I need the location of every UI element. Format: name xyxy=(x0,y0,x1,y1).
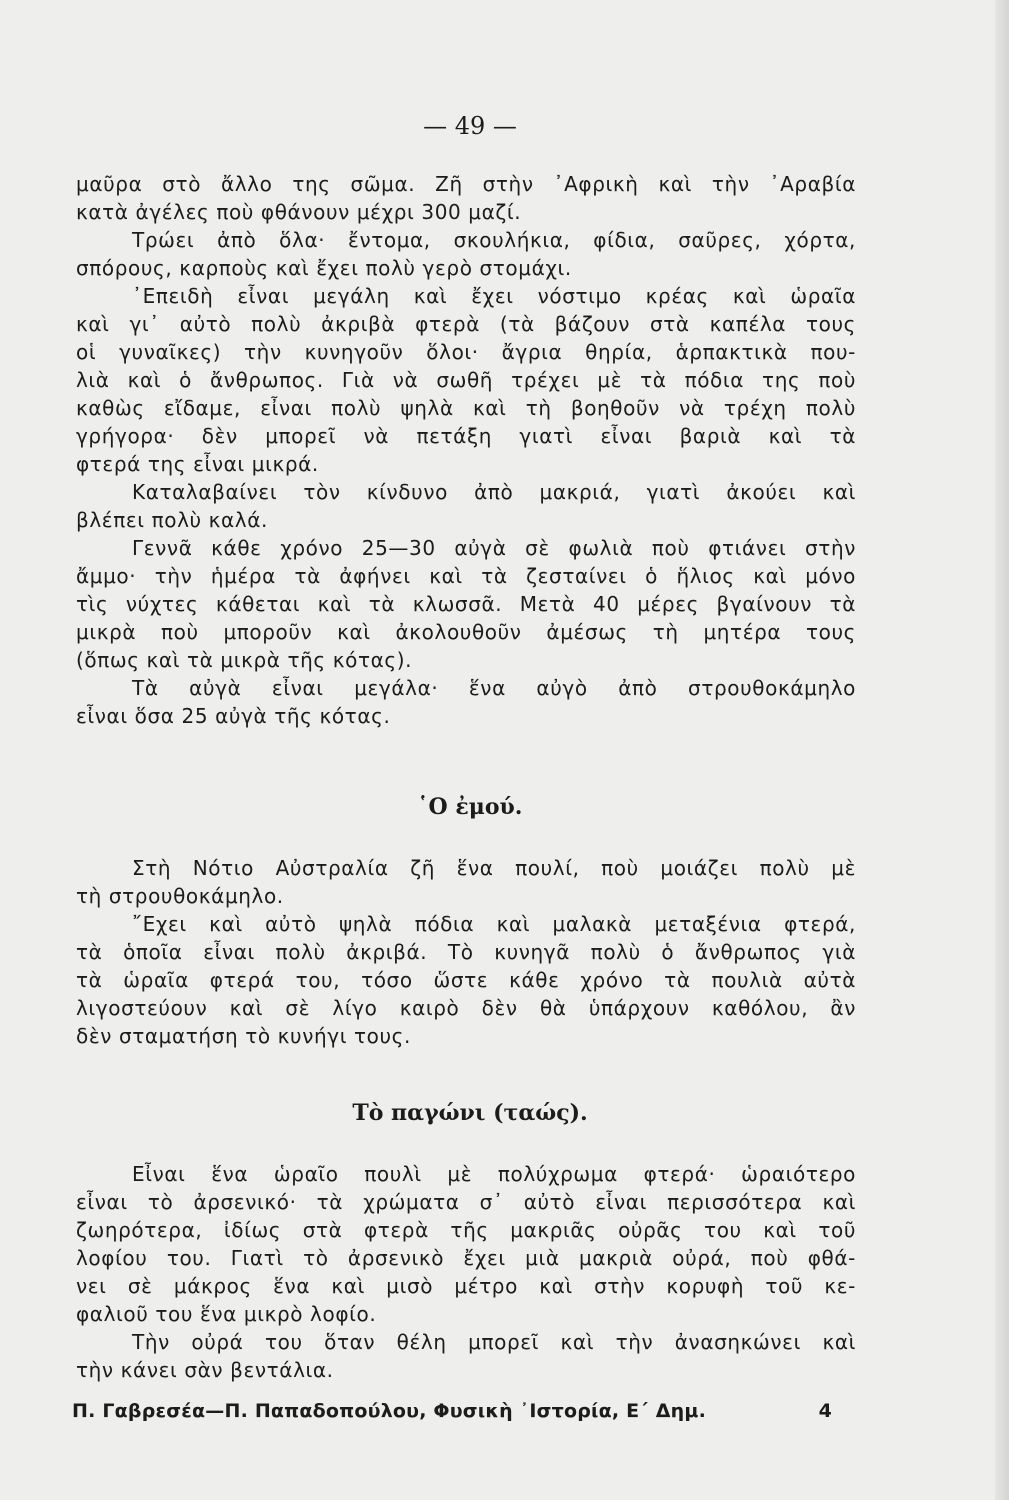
paragraph xyxy=(76,854,856,910)
footer xyxy=(72,1400,832,1422)
text-block-ostrich xyxy=(76,170,856,730)
heading-peacock: Τὸ παγώνι (ταώς). xyxy=(352,1100,588,1126)
text-line: λοφίου του. Γιατὶ τὸ ἀρσενικὸ ἔχει μιὰ μακριὰ οὐρά, ποὺ φθά- xyxy=(76,1246,856,1270)
text-line: λιγοστεύουν καὶ σὲ λίγο καιρὸ δὲν θὰ ὑπάρχουν καθόλου, ἂν xyxy=(76,996,856,1020)
text-line: δὲν σταματήση τὸ κυνήγι τους. xyxy=(76,1024,411,1048)
paragraph xyxy=(76,282,856,478)
paragraph xyxy=(76,674,856,730)
paragraph xyxy=(76,534,856,674)
text-line: Καταλαβαίνει τὸν κίνδυνο ἀπὸ μακριά, γιατὶ ἀκούει καὶ xyxy=(132,480,856,504)
text-line: κατὰ ἀγέλες ποὺ φθάνουν μέχρι 300 μαζί. xyxy=(76,200,522,224)
text-line: τὴ στρουθοκάμηλο. xyxy=(76,884,284,908)
text-line: βλέπει πολὺ καλά. xyxy=(76,508,268,532)
footer-citation: Π. Γαβρεσέα—Π. Παπαδοπούλου, Φυσικὴ ᾿Ιστορία, Ε´ Δημ. xyxy=(72,1400,707,1422)
text-line: τὰ ὁποῖα εἶναι πολὺ ἀκριβά. Τὸ κυνηγᾶ πολὺ ὁ ἄνθρωπος γιὰ xyxy=(76,940,856,964)
heading-emu: ῾Ο ἐμού. xyxy=(417,794,523,820)
text-line: φαλιοῦ του ἕνα μικρὸ λοφίο. xyxy=(76,1302,377,1326)
paragraph xyxy=(76,910,856,1050)
text-line: Στὴ Νότιο Αὐστραλία ζῆ ἕνα πουλί, ποὺ μοιάζει πολὺ μὲ xyxy=(132,856,856,880)
text-line: μικρὰ ποὺ μποροῦν καὶ ἀκολουθοῦν ἀμέσως τὴ μητέρα τους xyxy=(76,620,856,644)
paragraph xyxy=(76,1328,856,1384)
text-line: (ὅπως καὶ τὰ μικρὰ τῆς κότας). xyxy=(76,648,413,672)
paragraph xyxy=(76,1160,856,1328)
text-line: εἶναι ὅσα 25 αὐγὰ τῆς κότας. xyxy=(76,704,391,728)
text-line: τὶς νύχτες κάθεται καὶ τὰ κλωσσᾶ. Μετὰ 40 μέρες βγαίνουν τὰ xyxy=(76,592,856,616)
text-line: Τὴν οὐρά του ὅταν θέλη μπορεῖ καὶ τὴν ἀνασηκώνει καὶ xyxy=(132,1330,856,1354)
text-line: φτερά της εἶναι μικρά. xyxy=(76,452,319,476)
text-line: Τὰ αὐγὰ εἶναι μεγάλα· ἕνα αὐγὸ ἀπὸ στρουθοκάμηλο xyxy=(132,676,856,700)
text-line: τὴν κάνει σὰν βεντάλια. xyxy=(76,1358,334,1382)
text-line: μαῦρα στὸ ἄλλο της σῶμα. Ζῆ στὴν ᾿Αφρικὴ καὶ τὴν ᾿Αραβία xyxy=(76,172,856,196)
text-line: νει σὲ μάκρος ἕνα καὶ μισὸ μέτρο καὶ στὴν κορυφὴ τοῦ κε- xyxy=(76,1274,856,1298)
paragraph xyxy=(76,478,856,534)
page-number: — 49 — xyxy=(423,112,517,140)
text-line: γρήγορα· δὲν μπορεῖ νὰ πετάξη γιατὶ εἶναι βαριὰ καὶ τὰ xyxy=(76,424,856,448)
text-block-peacock xyxy=(76,1160,856,1384)
text-line: Τρώει ἀπὸ ὅλα· ἔντομα, σκουλήκια, φίδια, σαῦρες, χόρτα, xyxy=(132,228,856,252)
paragraph xyxy=(76,226,856,282)
paragraph xyxy=(76,170,856,226)
text-line: Εἶναι ἕνα ὡραῖο πουλὶ μὲ πολύχρωμα φτερά· ὡραιότερο xyxy=(132,1162,856,1186)
text-line: καθὼς εἴδαμε, εἶναι πολὺ ψηλὰ καὶ τὴ βοηθοῦν νὰ τρέχη πολὺ xyxy=(76,396,856,420)
page-edge xyxy=(995,0,1009,1500)
text-line: ἄμμο· τὴν ἡμέρα τὰ ἀφήνει καὶ τὰ ζεσταίνει ὁ ἥλιος καὶ μόνο xyxy=(76,564,856,588)
text-line: καὶ γι᾿ αὐτὸ πολὺ ἀκριβὰ φτερὰ (τὰ βάζουν στὰ καπέλα τους xyxy=(76,312,856,336)
text-line: ῎Εχει καὶ αὐτὸ ψηλὰ πόδια καὶ μαλακὰ μεταξένια φτερά, xyxy=(132,912,856,936)
text-line: εἶναι τὸ ἀρσενικό· τὰ χρώματα σ᾿ αὐτὸ εἶναι περισσότερα καὶ xyxy=(76,1190,856,1214)
text-line: σπόρους, καρποὺς καὶ ἔχει πολὺ γερὸ στομάχι. xyxy=(76,256,572,280)
text-line: Γεννᾶ κάθε χρόνο 25—30 αὐγὰ σὲ φωλιὰ ποὺ φτιάνει στὴν xyxy=(132,536,856,560)
text-line: λιὰ καὶ ὁ ἄνθρωπος. Γιὰ νὰ σωθῆ τρέχει μὲ τὰ πόδια της ποὺ xyxy=(76,368,856,392)
footer-signature: 4 xyxy=(818,1400,832,1422)
text-block-emu xyxy=(76,854,856,1050)
text-line: οἱ γυναῖκες) τὴν κυνηγοῦν ὅλοι· ἄγρια θηρία, ἁρπακτικὰ που- xyxy=(76,340,856,364)
text-line: τὰ ὡραῖα φτερά του, τόσο ὥστε κάθε χρόνο τὰ πουλιὰ αὐτὰ xyxy=(76,968,856,992)
text-line: ᾿Επειδὴ εἶναι μεγάλη καὶ ἔχει νόστιμο κρέας καὶ ὡραῖα xyxy=(132,284,856,308)
text-line: ζωηρότερα, ἰδίως στὰ φτερὰ τῆς μακριᾶς οὐρᾶς του καὶ τοῦ xyxy=(76,1218,856,1242)
